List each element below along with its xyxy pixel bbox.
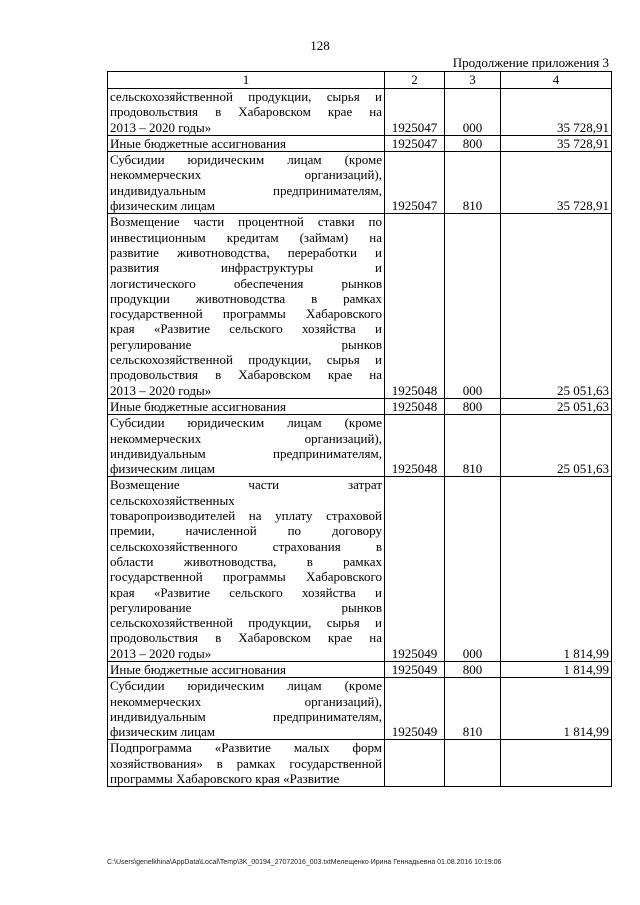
row-type-code: 000 bbox=[445, 89, 501, 136]
row-type-code: 810 bbox=[445, 678, 501, 740]
row-amount bbox=[501, 740, 612, 787]
description-line: индивидуальным предпринимателям, bbox=[110, 445, 382, 461]
description-line: физическим лицам bbox=[110, 198, 216, 214]
row-description bbox=[108, 678, 385, 740]
table-row bbox=[108, 214, 612, 399]
description-line: Субсидии юридическим лицам (кроме bbox=[110, 152, 382, 168]
row-type-code: 800 bbox=[445, 398, 501, 414]
description-line: Возмещение части процентной ставки по bbox=[110, 214, 382, 230]
header-col-3: 3 bbox=[445, 72, 501, 89]
row-description bbox=[108, 415, 385, 477]
row-type-code: 800 bbox=[445, 661, 501, 677]
row-description bbox=[108, 477, 385, 662]
description-line: 2013 – 2020 годы» bbox=[110, 645, 212, 661]
description-line: товаропроизводителей на уплату страховой bbox=[110, 508, 382, 524]
header-col-1: 1 bbox=[108, 72, 385, 89]
budget-table-body bbox=[108, 72, 612, 787]
description-line: области животноводства, в рамках bbox=[110, 553, 382, 569]
row-description bbox=[108, 398, 385, 414]
row-code: 1925048 bbox=[385, 214, 445, 399]
row-description bbox=[108, 214, 385, 399]
row-code: 1925047 bbox=[385, 89, 445, 136]
description-line: развития инфраструктуры и bbox=[110, 260, 382, 276]
description-line: государственной программы Хабаровского bbox=[110, 306, 382, 322]
description-line: индивидуальным предпринимателям, bbox=[110, 182, 382, 198]
table-row bbox=[108, 477, 612, 662]
description-line: сельскохозяйственного страхования в bbox=[110, 538, 382, 554]
row-amount: 35 728,91 bbox=[501, 152, 612, 214]
row-description bbox=[108, 89, 385, 136]
budget-table bbox=[107, 71, 612, 787]
row-amount: 1 814,99 bbox=[501, 678, 612, 740]
row-description bbox=[108, 740, 385, 787]
table-row bbox=[108, 152, 612, 214]
description-line: физическим лицам bbox=[110, 461, 216, 477]
table-row bbox=[108, 415, 612, 477]
description-line: логистического обеспечения рынков bbox=[110, 275, 382, 291]
description-line: хозяйствования» в рамках государственной bbox=[110, 755, 382, 771]
row-type-code bbox=[445, 740, 501, 787]
description-line: регулирование рынков bbox=[110, 336, 382, 352]
table-row bbox=[108, 89, 612, 136]
header-col-4: 4 bbox=[501, 72, 612, 89]
row-type-code: 800 bbox=[445, 135, 501, 151]
description-line: индивидуальным предпринимателям, bbox=[110, 708, 382, 724]
description-line: Возмещение части затрат bbox=[110, 477, 382, 493]
row-type-code: 000 bbox=[445, 214, 501, 399]
table-row bbox=[108, 398, 612, 414]
description-line: государственной программы Хабаровского bbox=[110, 569, 382, 585]
footer-path: C:\Users\genelkhina\AppData\Local\Temp\3K_00194_27072016_003.txtМелещенко Ирина Геннадьевна 01.08.2016 10:19:06 bbox=[107, 859, 502, 866]
page-number: 128 bbox=[310, 38, 330, 53]
description-line: 2013 – 2020 годы» bbox=[110, 119, 212, 135]
description-line: продукции животноводства в рамках bbox=[110, 290, 382, 306]
row-code bbox=[385, 740, 445, 787]
row-code: 1925049 bbox=[385, 678, 445, 740]
row-code: 1925048 bbox=[385, 415, 445, 477]
row-code: 1925049 bbox=[385, 661, 445, 677]
description-line: некоммерческих организаций), bbox=[110, 693, 382, 709]
row-description bbox=[108, 152, 385, 214]
description-line: сельскохозяйственной продукции, сырья и bbox=[110, 352, 382, 368]
row-amount: 25 051,63 bbox=[501, 398, 612, 414]
row-type-code: 000 bbox=[445, 477, 501, 662]
row-description bbox=[108, 661, 385, 677]
description-line: Иные бюджетные ассигнования bbox=[110, 398, 287, 414]
row-amount: 1 814,99 bbox=[501, 661, 612, 677]
row-type-code: 810 bbox=[445, 152, 501, 214]
row-code: 1925047 bbox=[385, 135, 445, 151]
description-line: премии, начисленной по договору bbox=[110, 523, 382, 539]
row-type-code: 810 bbox=[445, 415, 501, 477]
row-amount: 25 051,63 bbox=[501, 415, 612, 477]
row-code: 1925047 bbox=[385, 152, 445, 214]
row-amount: 1 814,99 bbox=[501, 477, 612, 662]
description-line: Подпрограмма «Развитие малых форм bbox=[110, 740, 382, 756]
table-row bbox=[108, 135, 612, 151]
description-line: Субсидии юридическим лицам (кроме bbox=[110, 415, 382, 431]
description-line: программы Хабаровского края «Развитие bbox=[110, 771, 340, 787]
description-line: некоммерческих организаций), bbox=[110, 167, 382, 183]
description-line: продовольствия в Хабаровском крае на bbox=[110, 104, 382, 120]
description-line: регулирование рынков bbox=[110, 599, 382, 615]
description-line: продовольствия в Хабаровском крае на bbox=[110, 367, 382, 383]
description-line: продовольствия в Хабаровском крае на bbox=[110, 630, 382, 646]
table-header-row bbox=[108, 72, 612, 89]
description-line: Субсидии юридическим лицам (кроме bbox=[110, 678, 382, 694]
description-line: инвестиционным кредитам (займам) на bbox=[110, 229, 382, 245]
header-col-2: 2 bbox=[385, 72, 445, 89]
description-line: сельскохозяйственной продукции, сырья и bbox=[110, 89, 382, 104]
row-amount: 25 051,63 bbox=[501, 214, 612, 399]
description-line: края «Развитие сельского хозяйства и bbox=[110, 584, 382, 600]
description-line: физическим лицам bbox=[110, 724, 216, 740]
continuation-label: Продолжение приложения 3 bbox=[452, 55, 609, 70]
description-line: сельскохозяйственной продукции, сырья и bbox=[110, 615, 382, 631]
description-line: сельскохозяйственных bbox=[110, 492, 235, 508]
description-line: 2013 – 2020 годы» bbox=[110, 382, 212, 398]
row-description bbox=[108, 135, 385, 151]
description-line: развитие животноводства, переработки и bbox=[110, 244, 382, 260]
row-amount: 35 728,91 bbox=[501, 135, 612, 151]
table-row bbox=[108, 740, 612, 787]
row-code: 1925048 bbox=[385, 398, 445, 414]
description-line: некоммерческих организаций), bbox=[110, 430, 382, 446]
description-line: края «Развитие сельского хозяйства и bbox=[110, 321, 382, 337]
row-amount: 35 728,91 bbox=[501, 89, 612, 136]
description-line: Иные бюджетные ассигнования bbox=[110, 135, 287, 151]
row-code: 1925049 bbox=[385, 477, 445, 662]
table-row bbox=[108, 678, 612, 740]
description-line: Иные бюджетные ассигнования bbox=[110, 661, 287, 677]
table-row bbox=[108, 661, 612, 677]
